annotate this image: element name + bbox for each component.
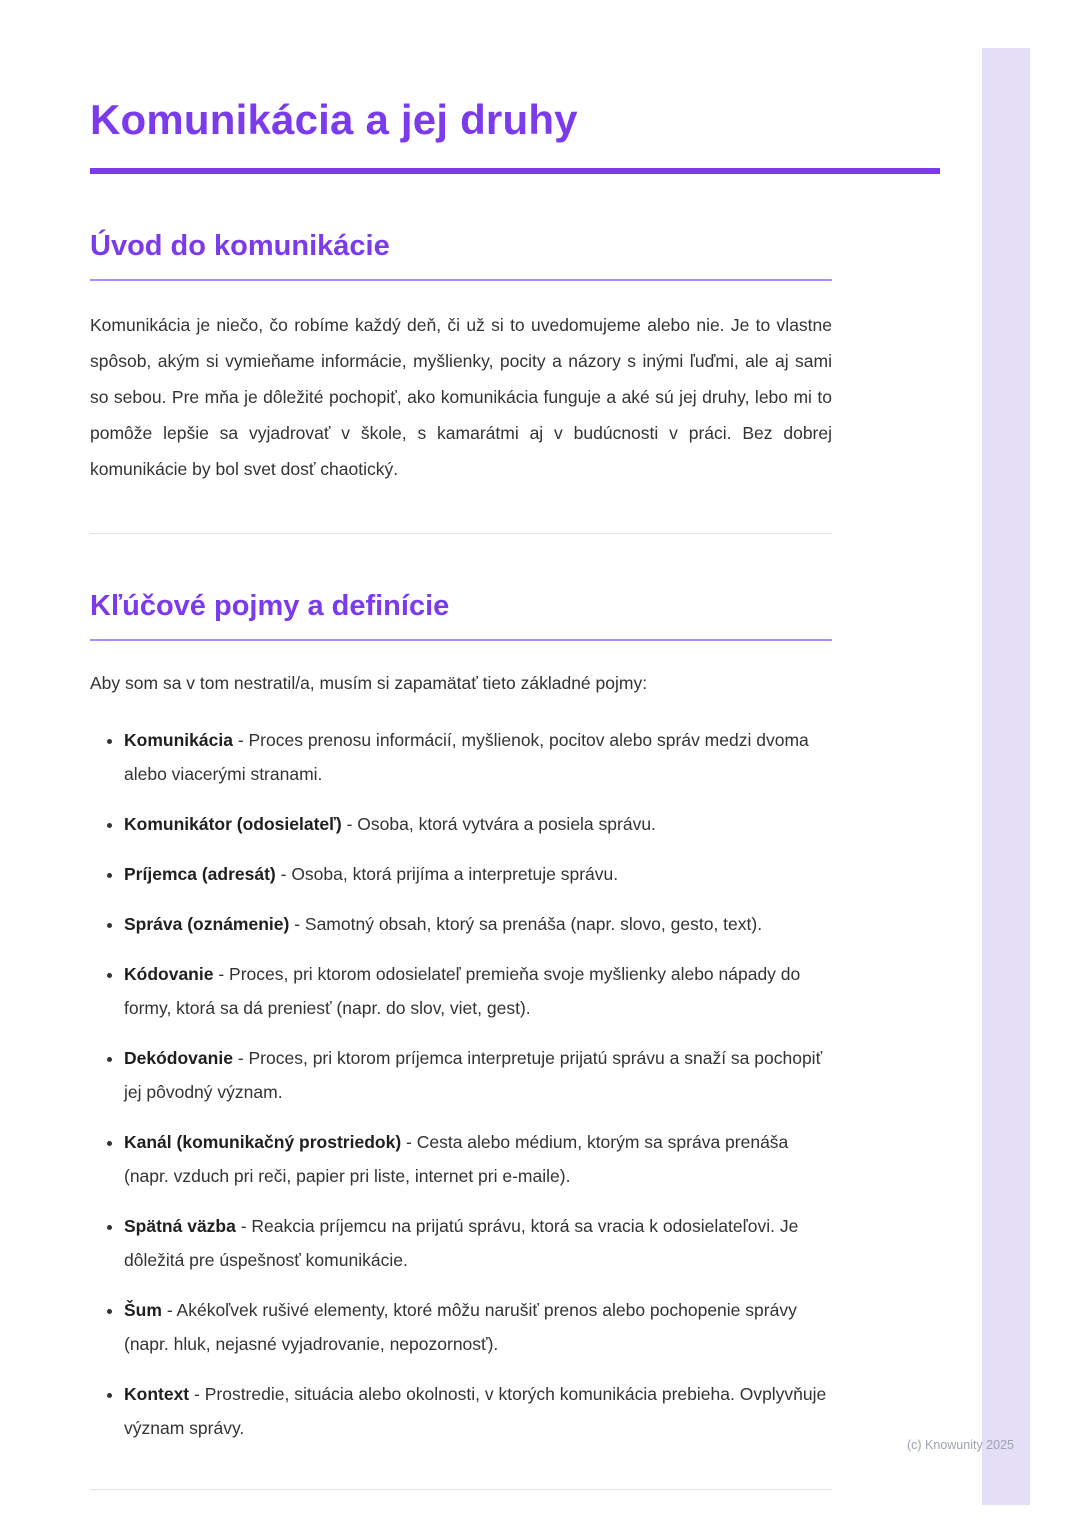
- term-label: Dekódovanie: [124, 1048, 233, 1068]
- list-item: [124, 907, 832, 941]
- list-item: [124, 957, 832, 1025]
- intro-section-rule: [90, 279, 832, 281]
- concepts-section-rule: [90, 639, 832, 641]
- term-description: - Reakcia príjemcu na prijatú správu, ktorá sa vracia k odosielateľovi. Je dôležitá pre úspešnosť komunikácie.: [124, 1216, 799, 1270]
- list-item: [124, 807, 832, 841]
- right-accent-strip: [982, 48, 1030, 1505]
- section-divider: [90, 533, 832, 534]
- term-label: Komunikácia: [124, 730, 233, 750]
- term-label: Komunikátor (odosielateľ): [124, 814, 342, 834]
- term-label: Šum: [124, 1300, 162, 1320]
- list-item: [124, 1209, 832, 1277]
- list-item: [124, 723, 832, 791]
- concepts-lead: Aby som sa v tom nestratil/a, musím si zapamätať tieto základné pojmy:: [90, 673, 648, 693]
- bottom-divider: [90, 1489, 832, 1490]
- term-label: Správa (oznámenie): [124, 914, 290, 934]
- term-description: - Proces, pri ktorom príjemca interpretuje prijatú správu a snaží sa pochopiť jej pôvodný význam.: [124, 1048, 823, 1102]
- term-description: - Akékoľvek rušivé elementy, ktoré môžu narušiť prenos alebo pochopenie správy (napr. hluk, nejasné vyjadrovanie, nepozornosť).: [124, 1300, 797, 1354]
- list-item: [124, 1041, 832, 1109]
- section-heading-intro: Úvod do komunikácie: [90, 230, 390, 262]
- term-description: - Proces prenosu informácií, myšlienok, pocitov alebo správ medzi dvoma alebo viacerými stranami.: [124, 730, 809, 784]
- list-item: [124, 857, 832, 891]
- title-rule: [90, 168, 940, 174]
- page-content: [90, 0, 832, 1461]
- list-item: [124, 1293, 832, 1361]
- footer-copyright: (c) Knowunity 2025: [906, 1438, 1014, 1452]
- list-item: [124, 1377, 832, 1445]
- term-description: - Samotný obsah, ktorý sa prenáša (napr. slovo, gesto, text).: [294, 914, 763, 934]
- term-description: - Prostredie, situácia alebo okolnosti, v ktorých komunikácia prebieha. Ovplyvňuje význam správy.: [124, 1384, 827, 1438]
- term-description: - Proces, pri ktorom odosielateľ premieňa svoje myšlienky alebo nápady do formy, ktorá sa dá preniesť (napr. do slov, viet, gest).: [124, 964, 801, 1018]
- term-description: - Osoba, ktorá prijíma a interpretuje správu.: [280, 864, 619, 884]
- term-label: Kontext: [124, 1384, 190, 1404]
- term-label: Kódovanie: [124, 964, 214, 984]
- concepts-list: [90, 723, 832, 1445]
- term-description: - Cesta alebo médium, ktorým sa správa prenáša (napr. vzduch pri reči, papier pri liste, internet pri e-maile).: [124, 1132, 789, 1186]
- list-item: [124, 1125, 832, 1193]
- page-title: Komunikácia a jej druhy: [90, 96, 578, 143]
- term-label: Spätná väzba: [124, 1216, 236, 1236]
- term-description: - Osoba, ktorá vytvára a posiela správu.: [346, 814, 656, 834]
- intro-paragraph: Komunikácia je niečo, čo robíme každý deň, či už si to uvedomujeme alebo nie. Je to vlastne spôsob, akým si vymieňame informácie, myšlienky, pocity a názory s inými ľuďmi, ale aj sami so sebou. Pre mňa je dôležité pochopiť, ako komunikácia funguje a aké sú jej druhy, lebo mi to pomôže lepšie sa vyjadrovať v škole, s kamarátmi aj v budúcnosti v práci. Bez dobrej komunikácie by bol svet dosť chaotický.: [90, 315, 832, 479]
- section-heading-concepts: Kľúčové pojmy a definície: [90, 590, 450, 622]
- term-label: Príjemca (adresát): [124, 864, 276, 884]
- term-label: Kanál (komunikačný prostriedok): [124, 1132, 402, 1152]
